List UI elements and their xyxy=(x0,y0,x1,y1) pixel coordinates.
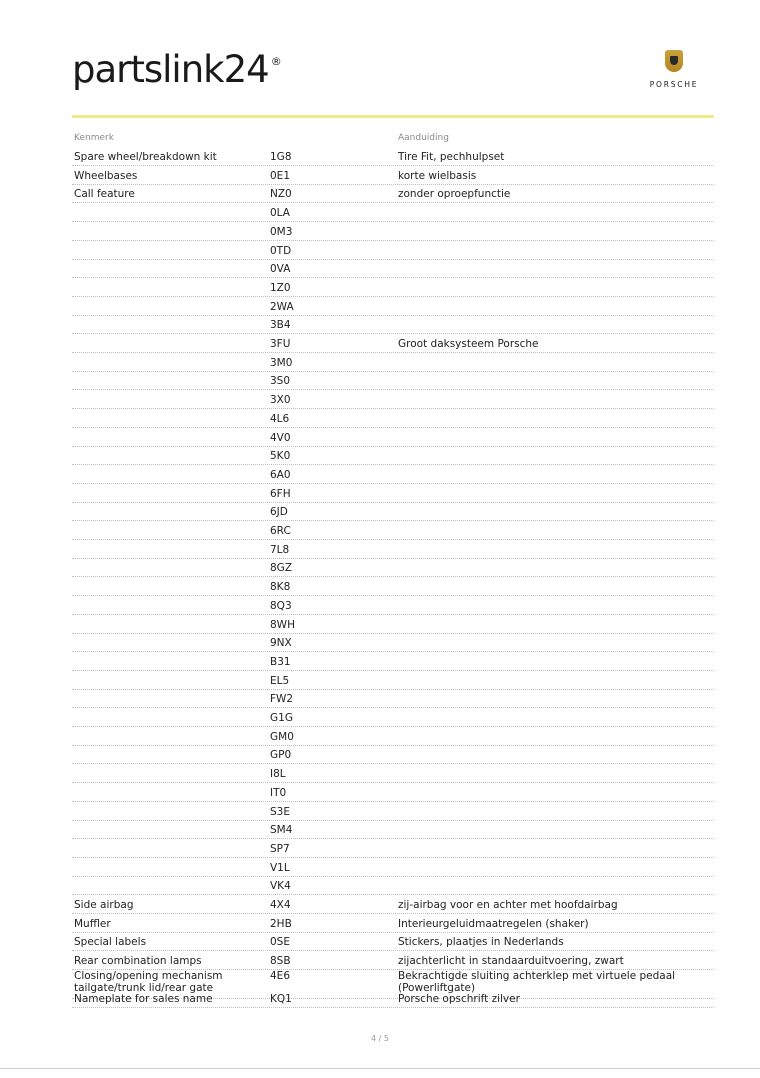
description-cell: Groot daksysteem Porsche xyxy=(398,338,539,350)
description-cell: Interieurgeluidmaatregelen (shaker) xyxy=(398,918,589,930)
table-row xyxy=(72,540,714,559)
table-row xyxy=(72,484,714,503)
column-header-feature: Kenmerk xyxy=(74,133,114,143)
table-row xyxy=(72,409,714,428)
code-cell: SM4 xyxy=(270,824,293,836)
table-row xyxy=(72,802,714,821)
table-row xyxy=(72,671,714,690)
code-cell: 3X0 xyxy=(270,394,291,406)
table-row xyxy=(72,315,714,334)
code-cell: 2HB xyxy=(270,918,292,930)
description-cell: korte wielbasis xyxy=(398,170,477,182)
code-cell: 3M0 xyxy=(270,357,293,369)
table-row xyxy=(72,839,714,858)
table-row xyxy=(72,166,714,185)
code-cell: 8GZ xyxy=(270,562,293,574)
code-cell: 4X4 xyxy=(270,899,291,911)
code-cell: 1Z0 xyxy=(270,282,291,294)
table-row xyxy=(72,989,714,1008)
table-row xyxy=(72,502,714,521)
code-cell: 6A0 xyxy=(270,469,291,481)
feature-cell: Muffler xyxy=(74,918,111,930)
description-cell: Tire Fit, pechhulpset xyxy=(398,151,505,163)
table-row xyxy=(72,783,714,802)
code-cell: NZ0 xyxy=(270,188,292,200)
code-cell: 4E6 xyxy=(270,970,290,982)
code-cell: 0SE xyxy=(270,936,290,948)
description-cell: Bekrachtigde sluiting achterklep met virtuele pedaal (Powerliftgate) xyxy=(398,970,676,994)
code-cell: 5K0 xyxy=(270,450,291,462)
porsche-crest-icon xyxy=(665,50,683,72)
code-cell: V1L xyxy=(270,862,290,874)
table-row xyxy=(72,764,714,783)
column-header-description: Aanduiding xyxy=(398,133,449,143)
table-row xyxy=(72,577,714,596)
description-cell: zonder oproepfunctie xyxy=(398,188,511,200)
code-cell: 9NX xyxy=(270,637,292,649)
code-cell: 3FU xyxy=(270,338,291,350)
feature-cell: Side airbag xyxy=(74,899,134,911)
header-divider xyxy=(72,115,714,118)
code-cell: KQ1 xyxy=(270,993,292,1005)
code-cell: 0LA xyxy=(270,207,290,219)
code-cell: B31 xyxy=(270,656,291,668)
feature-cell: Wheelbases xyxy=(74,170,138,182)
code-cell: S3E xyxy=(270,806,290,818)
table-row xyxy=(72,371,714,390)
brand-name: PORSCHE xyxy=(649,80,699,89)
code-cell: 0M3 xyxy=(270,226,293,238)
table-row xyxy=(72,914,714,933)
code-cell: GP0 xyxy=(270,749,292,761)
code-cell: 8SB xyxy=(270,955,291,967)
code-cell: 6JD xyxy=(270,506,288,518)
table-row xyxy=(72,147,714,166)
table-row xyxy=(72,558,714,577)
code-cell: G1G xyxy=(270,712,293,724)
table-row xyxy=(72,615,714,634)
table-row xyxy=(72,708,714,727)
table-row xyxy=(72,633,714,652)
table-row xyxy=(72,446,714,465)
code-cell: EL5 xyxy=(270,675,290,687)
code-cell: VK4 xyxy=(270,880,291,892)
code-cell: 0E1 xyxy=(270,170,290,182)
description-cell: Stickers, plaatjes in Nederlands xyxy=(398,936,564,948)
code-cell: 7L8 xyxy=(270,544,290,556)
code-cell: 6RC xyxy=(270,525,291,537)
code-cell: 0TD xyxy=(270,245,292,257)
table-row xyxy=(72,259,714,278)
table-row xyxy=(72,951,714,970)
feature-cell: Nameplate for sales name xyxy=(74,993,213,1005)
feature-cell: Spare wheel/breakdown kit xyxy=(74,151,217,163)
code-cell: 3B4 xyxy=(270,319,291,331)
partslink24-logo: partslink24 ® xyxy=(72,48,281,91)
code-cell: I8L xyxy=(270,768,286,780)
code-cell: 1G8 xyxy=(270,151,292,163)
code-cell: 3S0 xyxy=(270,375,291,387)
table-row xyxy=(72,876,714,895)
code-cell: 8WH xyxy=(270,619,295,631)
description-cell: zijachterlicht in standaarduitvoering, zwart xyxy=(398,955,624,967)
table-row xyxy=(72,521,714,540)
code-cell: GM0 xyxy=(270,731,294,743)
code-cell: IT0 xyxy=(270,787,287,799)
table-row xyxy=(72,932,714,951)
page-number: 4 / 5 xyxy=(371,1034,389,1043)
feature-cell: Closing/opening mechanism tailgate/trunk lid/rear gate xyxy=(74,970,223,994)
feature-cell: Special labels xyxy=(74,936,147,948)
code-cell: FW2 xyxy=(270,693,294,705)
table-row xyxy=(72,353,714,372)
table-row xyxy=(72,689,714,708)
description-cell: zij-airbag voor en achter met hoofdairbag xyxy=(398,899,618,911)
table-row xyxy=(72,334,714,353)
code-cell: 4V0 xyxy=(270,432,291,444)
table-row xyxy=(72,465,714,484)
table-row xyxy=(72,652,714,671)
table-row xyxy=(72,745,714,764)
table-row xyxy=(72,297,714,316)
table-row xyxy=(72,278,714,297)
code-cell: 2WA xyxy=(270,301,294,313)
feature-cell: Call feature xyxy=(74,188,135,200)
code-cell: 6FH xyxy=(270,488,291,500)
code-cell: 4L6 xyxy=(270,413,290,425)
table-row xyxy=(72,820,714,839)
code-cell: 0VA xyxy=(270,263,291,275)
code-cell: 8Q3 xyxy=(270,600,292,612)
table-row xyxy=(72,727,714,746)
table-row xyxy=(72,222,714,241)
code-cell: 8K8 xyxy=(270,581,291,593)
description-cell: Porsche opschrift zilver xyxy=(398,993,520,1005)
bottom-divider xyxy=(0,1068,760,1069)
table-row xyxy=(72,428,714,447)
feature-cell: Rear combination lamps xyxy=(74,955,202,967)
table-row xyxy=(72,858,714,877)
table-row xyxy=(72,390,714,409)
code-cell: SP7 xyxy=(270,843,290,855)
table-row xyxy=(72,895,714,914)
table-row xyxy=(72,184,714,203)
table-row xyxy=(72,241,714,260)
table-row xyxy=(72,203,714,222)
table-row xyxy=(72,596,714,615)
porsche-brand xyxy=(636,50,712,89)
